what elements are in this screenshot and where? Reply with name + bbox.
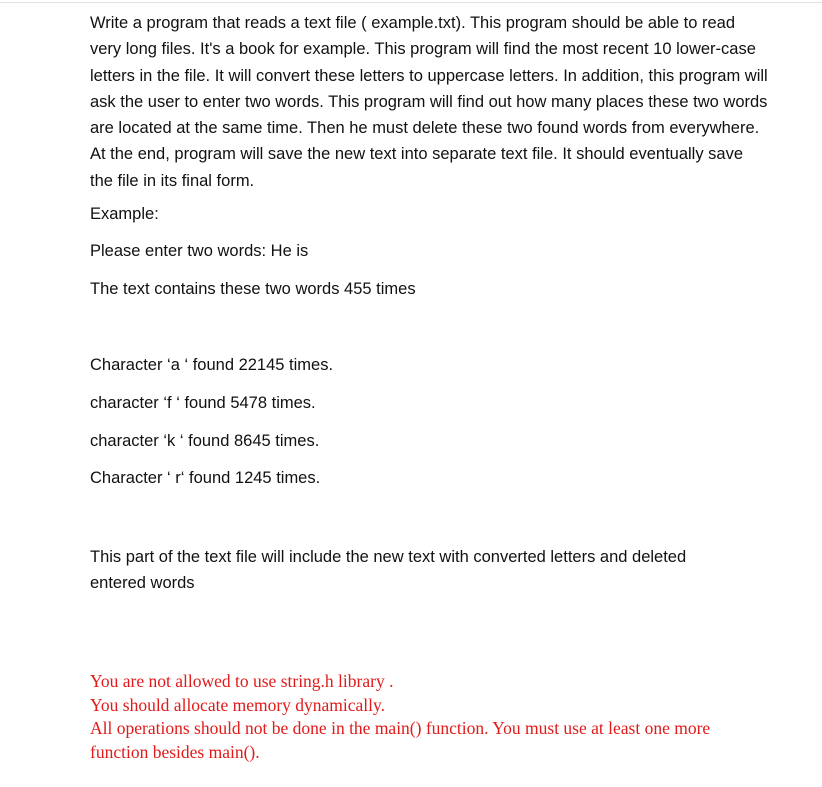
character-count-line: Character ‘a ‘ found 22145 times. bbox=[90, 356, 334, 375]
character-count-line: character ‘f ‘ found 5478 times. bbox=[90, 394, 316, 413]
top-divider bbox=[0, 2, 822, 3]
example-prompt-line: Please enter two words: He is bbox=[90, 242, 309, 261]
example-count-line: The text contains these two words 455 times bbox=[90, 280, 416, 299]
document-body bbox=[90, 10, 770, 764]
requirements-block bbox=[90, 670, 770, 764]
example-label: Example: bbox=[90, 205, 159, 224]
character-count-line: Character ‘ r‘ found 1245 times. bbox=[90, 469, 321, 488]
output-note: This part of the text file will include the new text with converted letters and deleted entered words bbox=[90, 548, 687, 593]
assignment-description: Write a program that reads a text file ( example.txt). This program should be able to read very long files. It's a book for example. This program will find the most recent 10 lower-case letters in the file. It will convert these letters to uppercase letters. In addition, this program will ask the user to enter two words. This program will find out how many places these two words are located at the same time. Then he must delete these two found words from everywhere. At the end, program will save the new text into separate text file. It should eventually save the file in its final form. bbox=[90, 14, 768, 190]
requirement-line: All operations should not be done in the main() function. You must use at least one more function besides main(). bbox=[90, 718, 711, 762]
requirement-line: You should allocate memory dynamically. bbox=[90, 694, 386, 715]
requirement-line: You are not allowed to use string.h library . bbox=[90, 671, 394, 692]
character-count-line: character ‘k ‘ found 8645 times. bbox=[90, 432, 320, 451]
